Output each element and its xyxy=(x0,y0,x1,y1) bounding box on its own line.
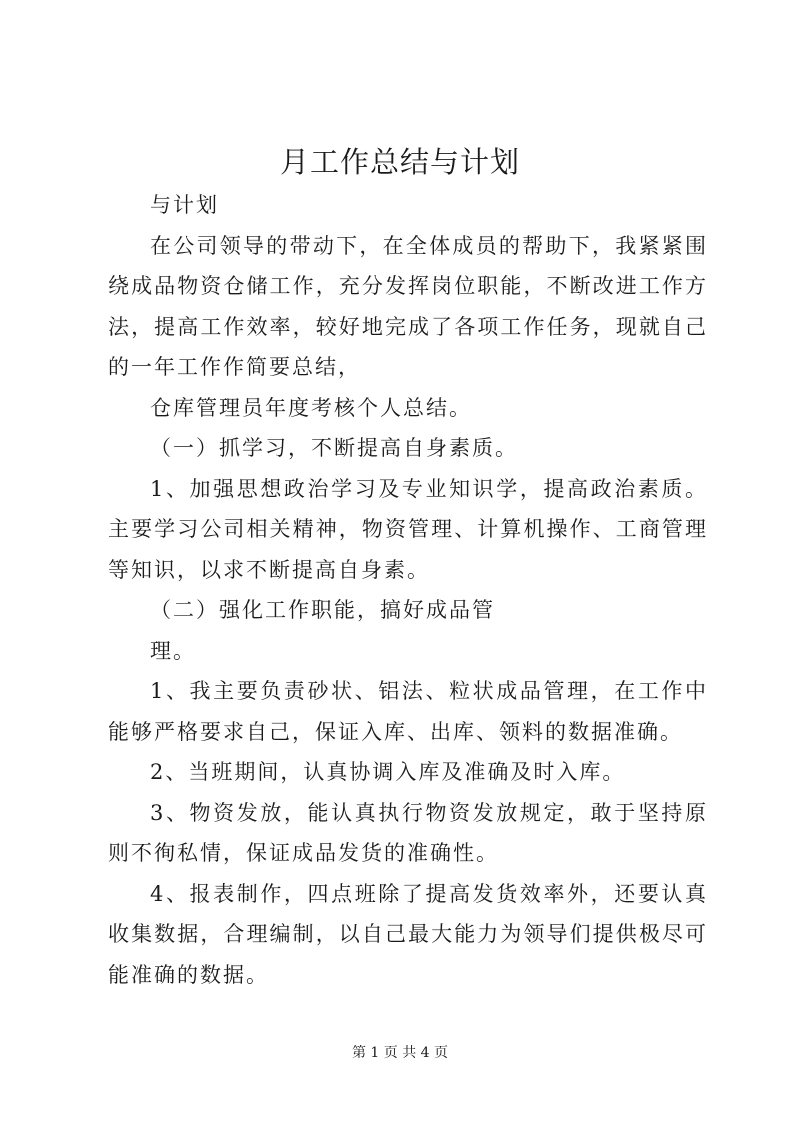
page-number: 第 1 页 共 4 页 xyxy=(351,1045,449,1061)
document-title: 月工作总结与计划 xyxy=(279,145,520,179)
paragraph-subtitle: 与计划 xyxy=(150,193,219,217)
document-body xyxy=(108,185,708,995)
paragraph-summary-heading: 仓库管理员年度考核个人总结。 xyxy=(150,395,472,420)
paragraph-section-2-item-2: 2、当班期间，认真协调入库及准确及时入库。 xyxy=(150,760,626,784)
paragraph-section-2-item-4: 4、报表制作，四点班除了提高发货效率外，还要认真收集数据，合理编制，以自己最大能力为领导们提供极尽可能准确的数据。 xyxy=(108,881,708,987)
paragraph-section-2-heading-cont: 理。 xyxy=(150,638,196,663)
paragraph-section-1-heading: （一）抓学习，不断提高自身素质。 xyxy=(150,436,518,460)
paragraph-section-2-item-1: 1、我主要负责砂状、铝法、粒状成品管理，在工作中能够严格要求自己，保证入库、出库、领料的数据准确。 xyxy=(108,679,708,744)
paragraph-intro: 在公司领导的带动下，在全体成员的帮助下，我紧紧围绕成品物资仓储工作，充分发挥岗位职能，不断改进工作方法，提高工作效率，较好地完成了各项工作任务，现就自己的一年工作作简要总结， xyxy=(108,233,708,379)
paragraph-section-2-heading: （二）强化工作职能，搞好成品管 xyxy=(150,598,495,622)
paragraph-section-2-item-3: 3、物资发放，能认真执行物资发放规定，敢于坚持原则不徇私情，保证成品发货的准确性。 xyxy=(108,800,708,865)
paragraph-section-1-item-1: 1、加强思想政治学习及专业知识学，提高政治素质。主要学习公司相关精神，物资管理、计算机操作、工商管理等知识，以求不断提高自身素。 xyxy=(108,476,708,582)
